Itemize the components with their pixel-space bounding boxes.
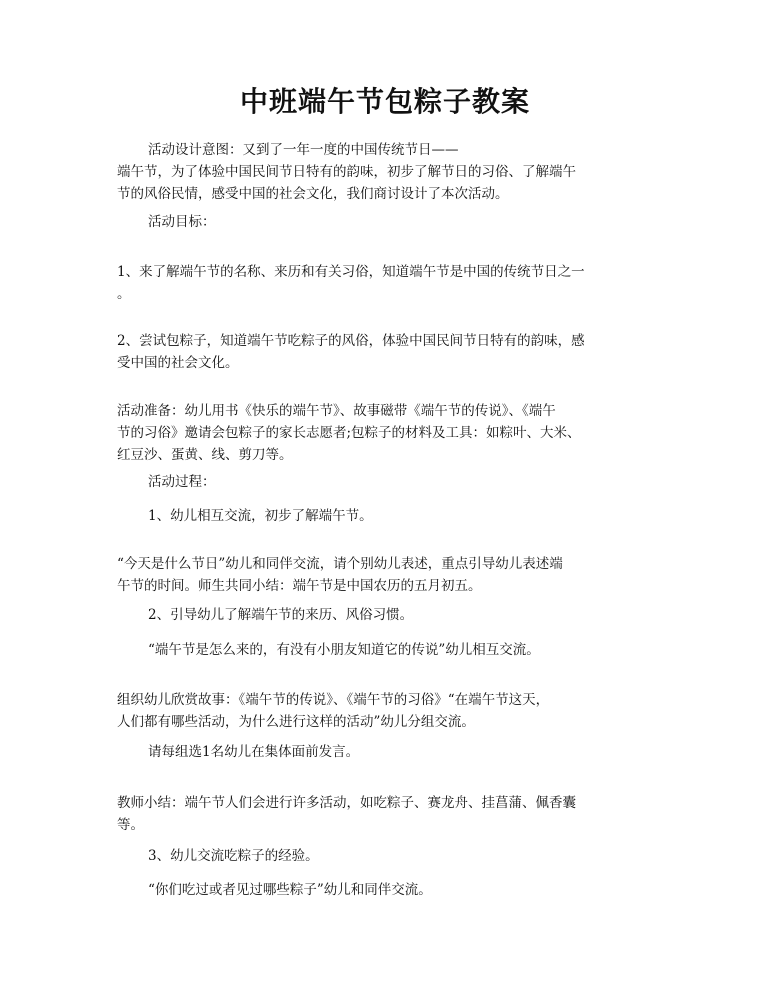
teacher-summary-paragraph [117,792,657,836]
goal-2-paragraph [117,330,657,374]
text-line: 受中国的社会文化。 [117,355,239,371]
process-heading: 活动过程： [148,474,216,490]
text-line: 教师小结：端午节人们会进行许多活动，如吃粽子、赛龙舟、挂菖蒲、佩香囊 [117,795,576,811]
text-line: 2、尝试包粽子，知道端午节吃粽子的风俗，体验中国民间节日特有的韵味，感 [117,333,585,349]
step-2: 2、引导幼儿了解端午节的来历、风俗习惯。 [148,607,414,623]
speak-instruction: 请每组选1名幼儿在集体面前发言。 [148,744,360,760]
text-line: 活动准备：幼儿用书《快乐的端午节》、故事磁带《端午节的传说》、《端午 [117,403,556,419]
page-title: 中班端午节包粽子教案 [239,85,530,118]
text-line: 人们都有哪些活动，为什么进行这样的活动”幼儿分组交流。 [117,714,475,730]
text-line: “今天是什么节日”幼儿和同伴交流，请个别幼儿表述，重点引导幼儿表述端 [117,556,563,572]
text-line: 端午节，为了体验中国民间节日特有的韵味，初步了解节日的习俗、了解端午 [117,164,576,180]
text-line: 红豆沙、蛋黄、线、剪刀等。 [117,447,293,463]
step-3: 3、幼儿交流吃粽子的经验。 [148,848,319,864]
step-2-question: “端午节是怎么来的，有没有小朋友知道它的传说”幼儿相互交流。 [148,642,540,658]
step-3-question: “你们吃过或者见过哪些粽子”幼儿和同伴交流。 [148,882,432,898]
text-line: 等。 [117,817,144,833]
text-line: 活动设计意图：又到了一年一度的中国传统节日—— [148,142,459,158]
story-paragraph [117,689,657,733]
step-1-detail-paragraph [117,553,657,597]
text-line: 午节的时间。师生共同小结：端午节是中国农历的五月初五。 [117,578,482,594]
text-line: 1、来了解端午节的名称、来历和有关习俗，知道端午节是中国的传统节日之一 [117,264,585,280]
text-line: 组织幼儿欣赏故事：《端午节的传说》、《端午节的习俗》“在端午节这天， [117,692,550,708]
goal-1-paragraph [117,261,657,305]
step-1: 1、幼儿相互交流，初步了解端午节。 [148,508,373,524]
goals-heading: 活动目标： [148,214,216,230]
text-line: 节的习俗》邀请会包粽子的家长志愿者;包粽子的材料及工具：如粽叶、大米、 [117,425,581,441]
intent-paragraph [117,139,657,205]
preparation-paragraph [117,400,657,466]
text-line: 。 [117,286,131,302]
text-line: 节的风俗民情，感受中国的社会文化，我们商讨设计了本次活动。 [117,186,509,202]
